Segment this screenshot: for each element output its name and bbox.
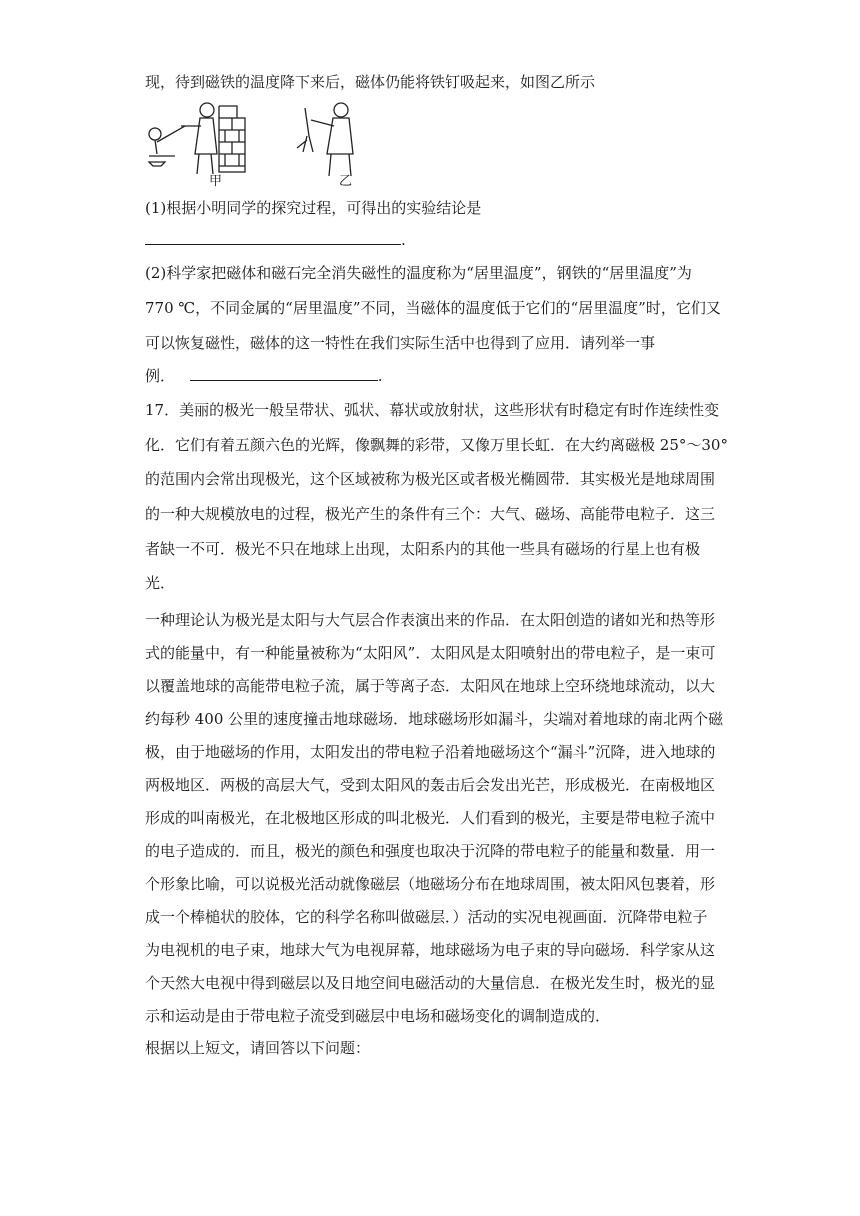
- para2-line-9: 个形象比喻，可以说极光活动就像磁层（地磁场分布在地球周围，被太阳风包裹着，形: [145, 875, 716, 893]
- q2-example-prefix: 例．: [145, 367, 176, 385]
- q2-end-mark: .: [377, 367, 383, 385]
- para2-line-11: 为电视机的电子束，地球大气为电视屏幕，地球磁场为电子束的导向磁场．科学家从这: [145, 941, 716, 959]
- experiment-figure: [145, 96, 385, 192]
- para2-line-1: 一种理论认为极光是太阳与大气层合作表演出来的作品．在太阳创造的诸如光和热等形: [145, 611, 716, 629]
- p17-line-5: 者缺一不可．极光不只在地球上出现，太阳系内的其他一些具有磁场的行星上也有极: [145, 540, 701, 558]
- q2-line-2: 770 ℃，不同金属的“居里温度”不同，当磁体的温度低于它们的“居里温度”时，它们又: [145, 299, 721, 317]
- q1-answer-blank[interactable]: [145, 230, 401, 245]
- para2-line-7: 形成的叫南极光，在北极地区形成的叫北极光．人们看到的极光，主要是带电粒子流中: [145, 809, 716, 827]
- figure-label-yi: 乙: [339, 174, 353, 189]
- p17-line-1: 17．美丽的极光一般呈带状、弧状、幕状或放射状，这些形状有时稳定有时作连续性变: [145, 401, 720, 419]
- para2-line-10: 成一个棒槌状的胶体，它的科学名称叫做磁层．）活动的实况电视画面．沉降带电粒子: [145, 908, 708, 926]
- q1-end-mark: .: [401, 231, 406, 249]
- q2-line-4: [145, 366, 383, 386]
- q2-line-1: (2)科学家把磁体和磁石完全消失磁性的温度称为“居里温度”，钢铁的“居里温度”为: [145, 264, 692, 282]
- q2-answer-blank[interactable]: [190, 366, 378, 381]
- q2-line-3: 可以恢复磁性，磁体的这一特性在我们实际生活中也得到了应用．请列举一事: [145, 334, 656, 352]
- p17-line-3: 的范围内会常出现极光，这个区域被称为极光区或者极光椭圆带．其实极光是地球周围: [145, 470, 716, 488]
- para2-line-4: 约每秒 400 公里的速度撞击地球磁场．地球磁场形如漏斗，尖端对着地球的南北两个磁: [145, 710, 724, 728]
- para2-line-13: 示和运动是由于带电粒子流受到磁层中电场和磁场变化的调制造成的．: [145, 1007, 611, 1025]
- para2-line-5: 极，由于地磁场的作用，太阳发出的带电粒子沿着地磁场这个“漏斗”沉降，进入地球的: [145, 743, 716, 761]
- closing-prompt: 根据以上短文，请回答以下问题：: [145, 1039, 371, 1057]
- p17-line-6: 光．: [145, 574, 176, 592]
- p17-line-2: 化．它们有着五颜六色的光辉，像飘舞的彩带，又像万里长虹．在大约离磁极 25°～30°: [145, 436, 728, 454]
- para2-line-3: 以覆盖地球的高能带电粒子流，属于等离子态．太阳风在地球上空环绕地球流动，以大: [145, 677, 716, 695]
- p17-line-4: 的一种大规模放电的过程，极光产生的条件有三个：大气、磁场、高能带电粒子．这三: [145, 505, 716, 523]
- q1-answer-line: [145, 230, 406, 250]
- figure-label-jia: 甲: [209, 174, 223, 189]
- q1-text: (1)根据小明同学的探究过程，可得出的实验结论是: [145, 199, 482, 217]
- para2-line-12: 个天然大电视中得到磁层以及日地空间电磁活动的大量信息．在极光发生时，极光的显: [145, 974, 716, 992]
- para2-line-6: 两极地区．两极的高层大气，受到太阳风的轰击后会发出光芒，形成极光．在南极地区: [145, 776, 716, 794]
- intro-tail-line: 现，待到磁铁的温度降下来后，磁体仍能将铁钉吸起来，如图乙所示: [145, 73, 596, 91]
- para2-line-8: 的电子造成的．而且，极光的颜色和强度也取决于沉降的带电粒子的能量和数量．用一: [145, 842, 716, 860]
- para2-line-2: 式的能量中，有一种能量被称为“太阳风”．太阳风是太阳喷射出的带电粒子，是一束可: [145, 644, 716, 662]
